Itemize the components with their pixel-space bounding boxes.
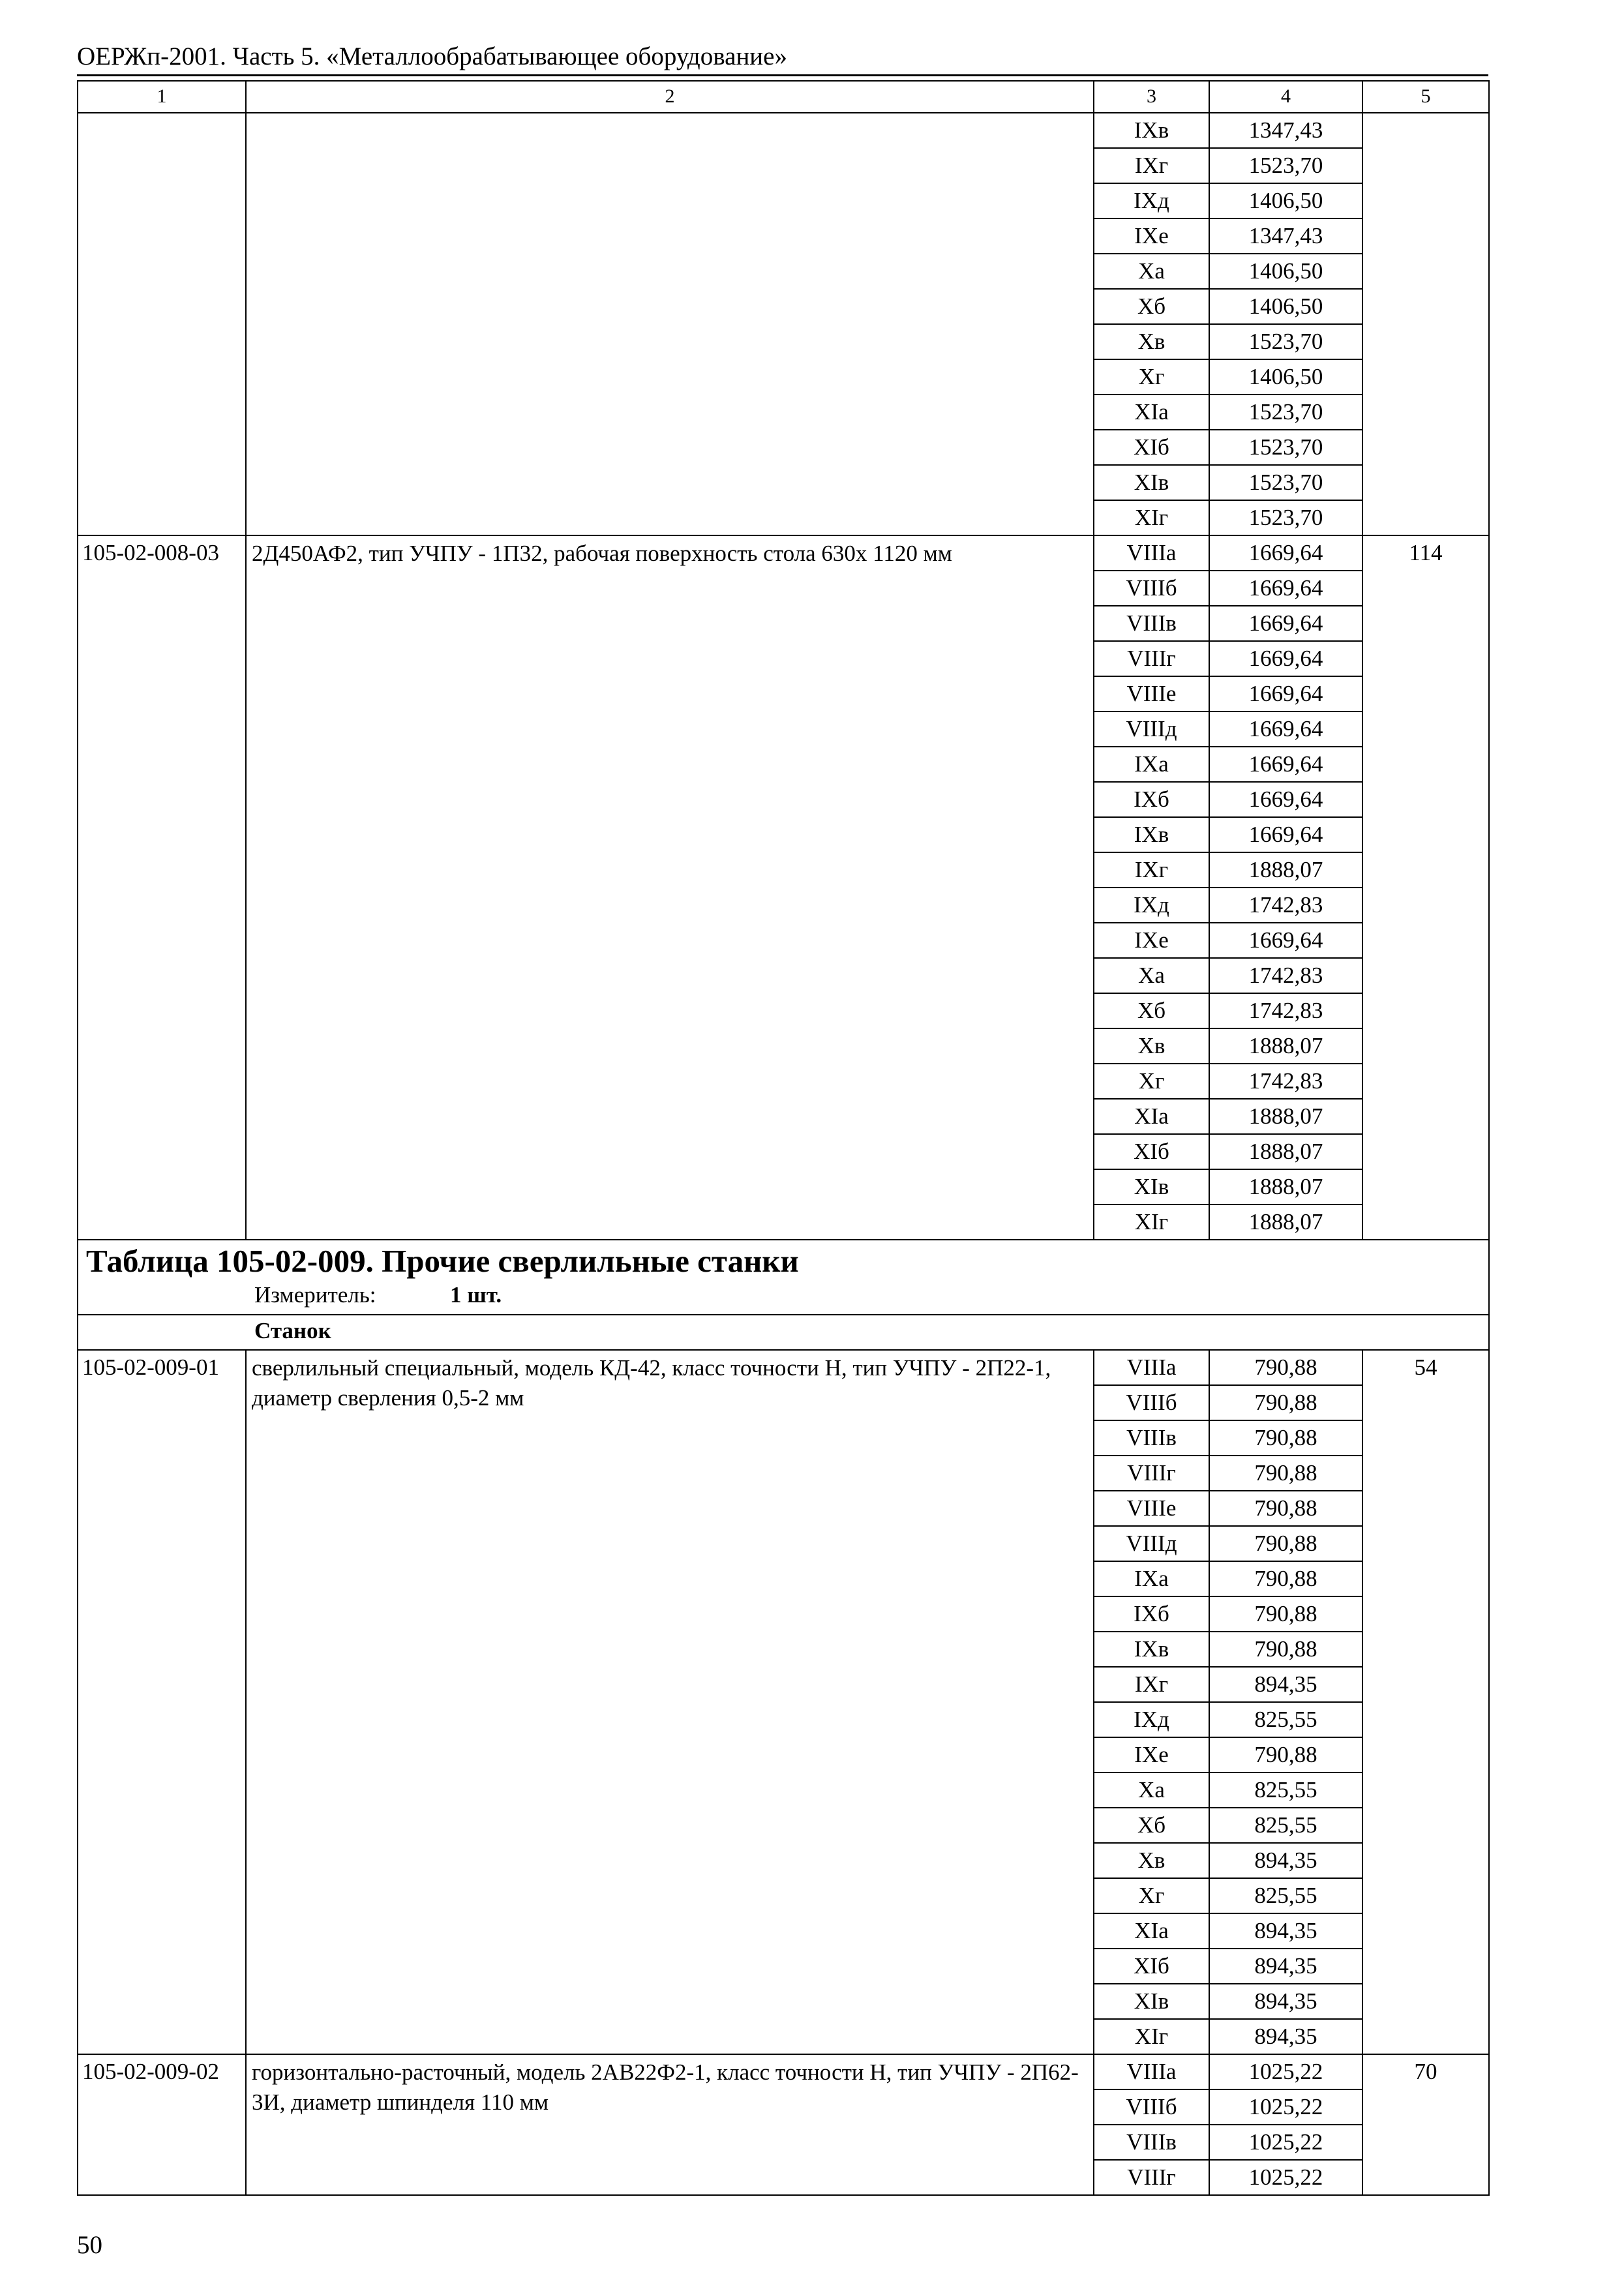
price-cell: 1406,50 (1209, 359, 1362, 395)
zone-cell: VIIIб (1094, 1385, 1209, 1420)
running-header: ОЕРЖп-2001. Часть 5. «Металлообрабатывающее оборудование» (77, 42, 787, 70)
zone-cell: Xв (1094, 324, 1209, 359)
zone-cell: XIа (1094, 1099, 1209, 1134)
price-cell: 1406,50 (1209, 183, 1362, 218)
price-cell: 1742,83 (1209, 1064, 1362, 1099)
zone-cell: XIг (1094, 1204, 1209, 1240)
zone-cell: IXб (1094, 782, 1209, 817)
price-cell: 1025,22 (1209, 2054, 1362, 2089)
zone-cell: VIIIе (1094, 676, 1209, 711)
zone-cell: IXе (1094, 218, 1209, 254)
measure-unit-value: 1 шт. (450, 1282, 502, 1308)
zone-cell: IXг (1094, 148, 1209, 183)
page-number: 50 (77, 2231, 102, 2259)
price-cell: 790,88 (1209, 1491, 1362, 1526)
header-rule (77, 74, 1488, 76)
zone-cell: IXв (1094, 113, 1209, 148)
zone-cell: IXб (1094, 1596, 1209, 1632)
column-number: 1 (78, 81, 246, 113)
price-cell: 790,88 (1209, 1385, 1362, 1420)
price-cell: 1669,64 (1209, 923, 1362, 958)
price-cell: 1742,83 (1209, 993, 1362, 1028)
code-cell: 105-02-009-02 (78, 2054, 246, 2195)
code-cell: 105-02-009-01 (78, 1350, 246, 2054)
zone-cell: IXв (1094, 1632, 1209, 1667)
price-cell: 1669,64 (1209, 571, 1362, 606)
zone-cell: VIIIа (1094, 1350, 1209, 1385)
continuation-block (78, 113, 1489, 535)
price-cell: 1406,50 (1209, 254, 1362, 289)
price-cell: 1669,64 (1209, 676, 1362, 711)
zone-cell: XIа (1094, 1913, 1209, 1949)
subtable-heading (78, 1240, 1489, 1350)
price-cell: 1888,07 (1209, 1099, 1362, 1134)
zone-cell: VIIIг (1094, 1456, 1209, 1491)
code-cell (78, 113, 246, 535)
price-cell: 790,88 (1209, 1456, 1362, 1491)
price-cell: 1669,64 (1209, 782, 1362, 817)
zone-cell: VIIIб (1094, 571, 1209, 606)
table-row (78, 1350, 1489, 1385)
zone-cell: Xа (1094, 1773, 1209, 1808)
zone-cell: Xб (1094, 289, 1209, 324)
table-row (78, 113, 1489, 148)
zone-cell: VIIIг (1094, 641, 1209, 676)
price-cell: 1523,70 (1209, 500, 1362, 535)
price-cell: 1347,43 (1209, 218, 1362, 254)
zone-cell: IXг (1094, 1667, 1209, 1702)
zone-cell: VIIIа (1094, 2054, 1209, 2089)
zone-cell: IXг (1094, 852, 1209, 888)
zone-cell: XIб (1094, 1134, 1209, 1169)
zone-cell: VIIIа (1094, 535, 1209, 571)
price-cell: 1669,64 (1209, 641, 1362, 676)
description-cell (246, 113, 1094, 535)
col5-cell: 54 (1362, 1350, 1489, 2054)
zone-cell: IXе (1094, 923, 1209, 958)
price-cell: 1025,22 (1209, 2089, 1362, 2125)
zone-cell: XIв (1094, 465, 1209, 500)
price-cell: 790,88 (1209, 1737, 1362, 1773)
description-cell: 2Д450АФ2, тип УЧПУ - 1П32, рабочая поверхность стола 630х 1120 мм (246, 535, 1094, 1240)
measure-unit-cell (78, 1279, 1489, 1315)
price-cell: 1025,22 (1209, 2125, 1362, 2160)
column-number: 3 (1094, 81, 1209, 113)
column-number: 2 (246, 81, 1094, 113)
price-cell: 1669,64 (1209, 747, 1362, 782)
price-cell: 1523,70 (1209, 465, 1362, 500)
zone-cell: XIв (1094, 1169, 1209, 1204)
zone-cell: VIIIд (1094, 1526, 1209, 1561)
price-cell: 1347,43 (1209, 113, 1362, 148)
price-cell: 1888,07 (1209, 1204, 1362, 1240)
zone-cell: VIIIг (1094, 2160, 1209, 2195)
price-cell: 894,35 (1209, 1843, 1362, 1878)
price-cell: 1888,07 (1209, 852, 1362, 888)
price-cell: 1742,83 (1209, 888, 1362, 923)
price-cell: 1888,07 (1209, 1134, 1362, 1169)
price-cell: 825,55 (1209, 1878, 1362, 1913)
price-cell: 1523,70 (1209, 148, 1362, 183)
zone-cell: VIIIв (1094, 2125, 1209, 2160)
code-cell: 105-02-008-03 (78, 535, 246, 1240)
measure-unit-label: Измеритель: (254, 1282, 376, 1308)
zone-cell: VIIIб (1094, 2089, 1209, 2125)
zone-cell: Xб (1094, 1808, 1209, 1843)
price-cell: 1888,07 (1209, 1028, 1362, 1064)
price-cell: 1523,70 (1209, 324, 1362, 359)
price-cell: 1669,64 (1209, 711, 1362, 747)
price-cell: 790,88 (1209, 1420, 1362, 1456)
zone-cell: VIIIв (1094, 606, 1209, 641)
column-number: 4 (1209, 81, 1362, 113)
zone-cell: IXа (1094, 1561, 1209, 1596)
zone-cell: VIIIе (1094, 1491, 1209, 1526)
table-row (78, 535, 1489, 571)
price-cell: 790,88 (1209, 1632, 1362, 1667)
zone-cell: Xа (1094, 958, 1209, 993)
zone-cell: Xг (1094, 1878, 1209, 1913)
price-cell: 1025,22 (1209, 2160, 1362, 2195)
price-cell: 825,55 (1209, 1773, 1362, 1808)
zone-cell: Xб (1094, 993, 1209, 1028)
zone-cell: Xа (1094, 254, 1209, 289)
zone-cell: IXв (1094, 817, 1209, 852)
measure-unit-row (78, 1279, 1489, 1315)
zone-cell: VIIIв (1094, 1420, 1209, 1456)
table-row (78, 2054, 1489, 2089)
zone-cell: IXд (1094, 183, 1209, 218)
price-cell: 1742,83 (1209, 958, 1362, 993)
price-cell: 790,88 (1209, 1526, 1362, 1561)
col5-cell (1362, 113, 1489, 535)
group-header-row (78, 1315, 1489, 1350)
description-cell: горизонтально-расточный, модель 2АВ22Ф2-1, класс точности Н, тип УЧПУ - 2П62-3И, диаметр шпинделя 110 мм (246, 2054, 1094, 2195)
zone-cell: XIб (1094, 1949, 1209, 1984)
price-cell: 1406,50 (1209, 289, 1362, 324)
price-cell: 1669,64 (1209, 535, 1362, 571)
group-header (78, 1315, 1489, 1350)
zone-cell: IXе (1094, 1737, 1209, 1773)
subtable-entries-block (78, 1350, 1489, 2195)
zone-cell: IXа (1094, 747, 1209, 782)
col5-cell: 114 (1362, 535, 1489, 1240)
price-cell: 894,35 (1209, 2019, 1362, 2054)
price-cell: 1523,70 (1209, 395, 1362, 430)
subtable-title-row (78, 1240, 1489, 1279)
column-number: 5 (1362, 81, 1489, 113)
price-cell: 894,35 (1209, 1913, 1362, 1949)
column-numbers-row (78, 81, 1489, 113)
zone-cell: Xв (1094, 1843, 1209, 1878)
zone-cell: Xв (1094, 1028, 1209, 1064)
zone-cell: XIб (1094, 430, 1209, 465)
zone-cell: XIв (1094, 1984, 1209, 2019)
price-cell: 1669,64 (1209, 817, 1362, 852)
price-cell: 894,35 (1209, 1949, 1362, 1984)
zone-cell: XIа (1094, 395, 1209, 430)
zone-cell: IXд (1094, 1702, 1209, 1737)
subtable-title: Таблица 105-02-009. Прочие сверлильные станки (78, 1240, 1489, 1279)
col5-cell: 70 (1362, 2054, 1489, 2195)
zone-cell: Xг (1094, 1064, 1209, 1099)
price-cell: 790,88 (1209, 1561, 1362, 1596)
description-cell: сверлильный специальный, модель КД-42, класс точности Н, тип УЧПУ - 2П22-1, диаметр сверления 0,5-2 мм (246, 1350, 1094, 2054)
price-cell: 790,88 (1209, 1350, 1362, 1385)
zone-cell: IXд (1094, 888, 1209, 923)
rates-table (77, 80, 1490, 2196)
price-cell: 790,88 (1209, 1596, 1362, 1632)
price-cell: 1888,07 (1209, 1169, 1362, 1204)
zone-cell: VIIIд (1094, 711, 1209, 747)
price-cell: 825,55 (1209, 1702, 1362, 1737)
price-cell: 894,35 (1209, 1984, 1362, 2019)
price-cell: 1669,64 (1209, 606, 1362, 641)
zone-cell: XIг (1094, 2019, 1209, 2054)
price-cell: 1523,70 (1209, 430, 1362, 465)
zone-cell: Xг (1094, 359, 1209, 395)
group-label: Станок (254, 1318, 331, 1343)
price-cell: 894,35 (1209, 1667, 1362, 1702)
price-cell: 825,55 (1209, 1808, 1362, 1843)
entries-block (78, 535, 1489, 1240)
zone-cell: XIг (1094, 500, 1209, 535)
